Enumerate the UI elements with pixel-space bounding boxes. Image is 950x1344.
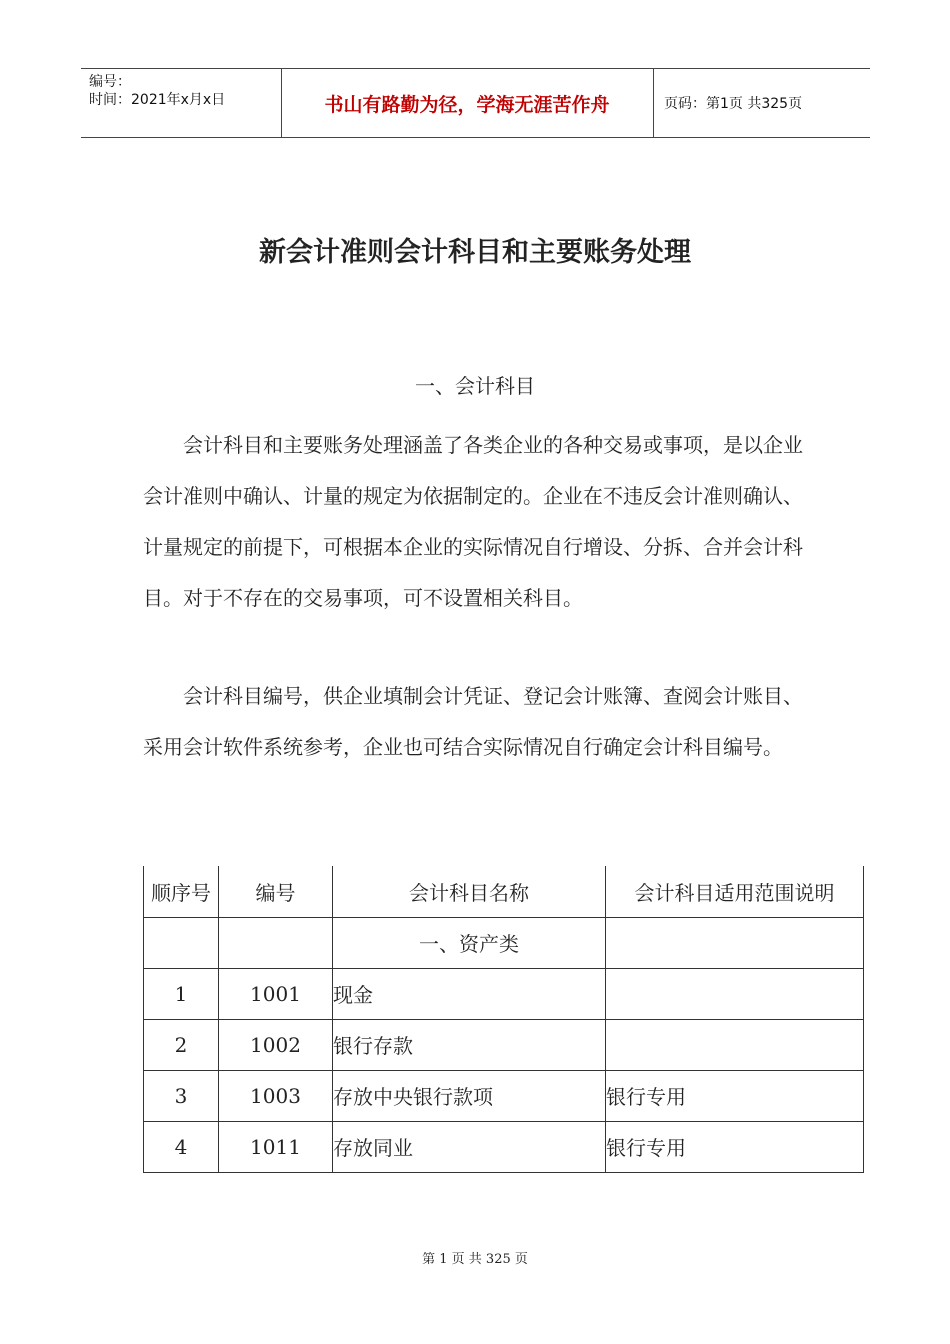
table-cell xyxy=(144,917,219,968)
row-scope xyxy=(606,1019,864,1070)
row-code: 1011 xyxy=(219,1121,333,1172)
column-header-name: 会计科目名称 xyxy=(333,866,606,917)
header-page-info: 页码：第1页 共325页 xyxy=(664,96,803,112)
column-header-scope: 会计科目适用范围说明 xyxy=(606,866,864,917)
row-seq: 1 xyxy=(144,968,219,1019)
time-label: 时间：2021年x月x日 xyxy=(89,92,226,108)
row-scope: 银行专用 xyxy=(606,1070,864,1121)
row-scope: 银行专用 xyxy=(606,1121,864,1172)
row-seq: 4 xyxy=(144,1121,219,1172)
section-heading: 一、会计科目 xyxy=(415,374,535,398)
row-name: 存放同业 xyxy=(333,1121,606,1172)
table-row xyxy=(144,968,864,1019)
table-cell xyxy=(219,917,333,968)
header-motto: 书山有路勤为径，学海无涯苦作舟 xyxy=(324,93,610,116)
table-row xyxy=(144,1070,864,1121)
document-header xyxy=(81,68,870,138)
row-name: 银行存款 xyxy=(333,1019,606,1070)
table-cell xyxy=(606,917,864,968)
category-label: 一、资产类 xyxy=(333,917,606,968)
row-seq: 3 xyxy=(144,1070,219,1121)
document-title: 新会计准则会计科目和主要账务处理 xyxy=(259,237,691,268)
page-footer: 第 1 页 共 325 页 xyxy=(422,1252,528,1267)
table-header-row xyxy=(144,866,864,917)
table-row xyxy=(144,1121,864,1172)
account-table xyxy=(143,866,864,1173)
number-label: 编号： xyxy=(89,74,131,90)
row-seq: 2 xyxy=(144,1019,219,1070)
row-name: 存放中央银行款项 xyxy=(333,1070,606,1121)
header-divider xyxy=(653,69,654,137)
category-row xyxy=(144,917,864,968)
column-header-code: 编号 xyxy=(219,866,333,917)
row-code: 1003 xyxy=(219,1070,333,1121)
paragraph: 会计科目编号，供企业填制会计凭证、登记会计账簿、查阅会计账目、采用会计软件系统参考，企业也可结合实际情况自行确定会计科目编号。 xyxy=(143,684,803,759)
row-name: 现金 xyxy=(333,968,606,1019)
row-code: 1002 xyxy=(219,1019,333,1070)
paragraph: 会计科目和主要账务处理涵盖了各类企业的各种交易或事项，是以企业会计准则中确认、计量的规定为依据制定的。企业在不违反会计准则确认、计量规定的前提下，可根据本企业的实际情况自行增设、分拆、合并会计科目。对于不存在的交易事项，可不设置相关科目。 xyxy=(143,433,803,610)
row-scope xyxy=(606,968,864,1019)
header-meta xyxy=(89,73,225,109)
column-header-seq: 顺序号 xyxy=(144,866,219,917)
table-row xyxy=(144,1019,864,1070)
row-code: 1001 xyxy=(219,968,333,1019)
